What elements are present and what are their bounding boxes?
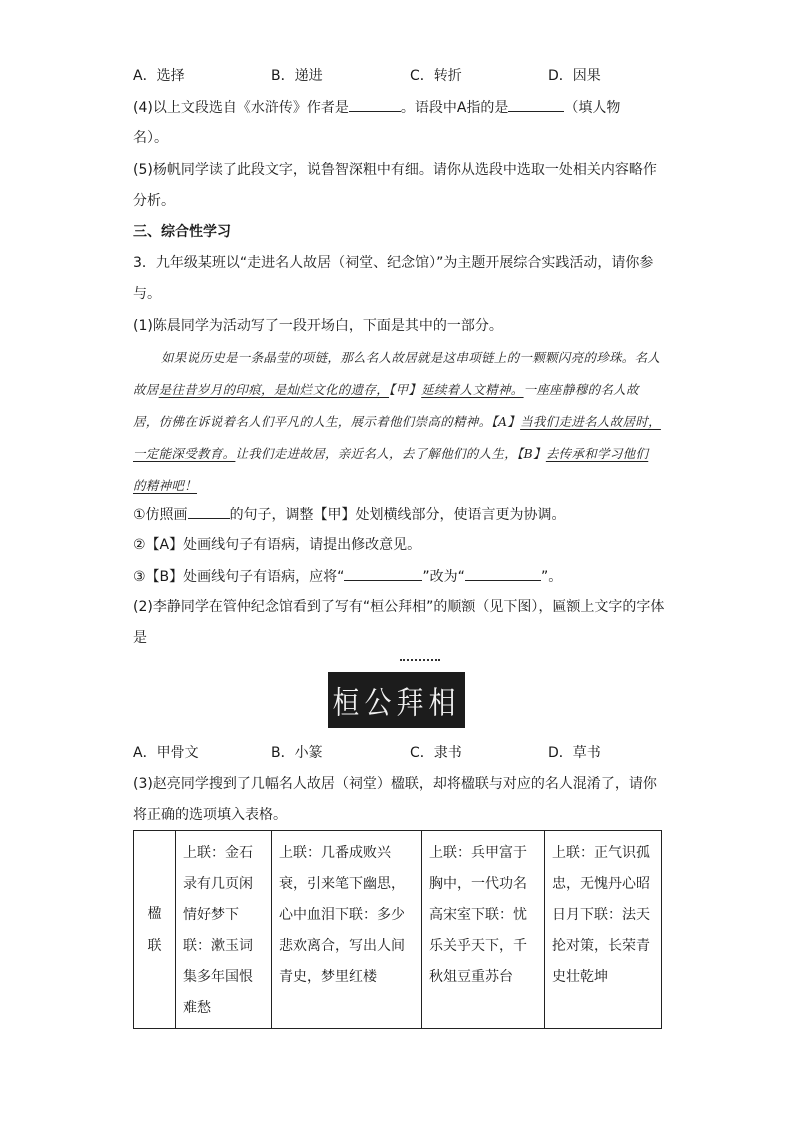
- passage-underlined-2: 延续着人文精神。: [421, 382, 524, 397]
- sub-question-1: (1)陈晨同学为活动写了一段开场白，下面是其中的一部分。: [133, 318, 503, 334]
- couplet-cell-1: 上联：金石录有几页闲情好梦下联：漱玉词集多年国恨难愁: [176, 831, 272, 1029]
- passage-marker-jia: 【甲】: [389, 382, 422, 397]
- couplet-cell-2: 上联：几番成败兴衰，引来笔下幽思，心中血泪下联：多少悲欢离合，写出人间青史，梦里红楼: [272, 831, 422, 1029]
- question-4-text-c: （填人物: [564, 100, 621, 116]
- question-4-cont: 名）。: [133, 130, 168, 146]
- item-1: [133, 504, 566, 525]
- table-header-cell: [134, 831, 176, 1029]
- question-5-line1: (5)杨帆同学读了此段文字，说鲁智深粗中有细。请你从选段中选取一处相关内容略作: [133, 162, 657, 178]
- sub-question-3-line1: (3)赵亮同学搜到了几幅名人故居（祠堂）楹联，却将楹联与对应的名人混淆了，请你: [133, 776, 657, 792]
- item-3-text-b: ”改为“: [422, 569, 465, 585]
- passage-text-2: 一座座静穆的名人故居，仿佛在诉说着名人们平凡的人生，展示着他们崇高的精神。【A】: [133, 382, 639, 429]
- item-1-text-a: ①仿照画: [133, 507, 188, 523]
- passage-text-1: 如果说历史是一条晶莹的项链，那么名人故居就是这串项链上的一颗颗闪亮的珍珠。名人故居: [133, 350, 661, 397]
- opening-passage: [133, 342, 661, 502]
- question-3-line2: 与。: [133, 286, 161, 302]
- option-b-seal: B．小篆: [271, 745, 323, 761]
- option-d-cause: D．因果: [548, 68, 601, 84]
- couplet-table: [133, 830, 662, 1029]
- table-row: [134, 831, 662, 1029]
- table-header-char-2: 联: [147, 937, 162, 954]
- item-1-text-b: 的句子，调整【甲】处划横线部分，使语言更为协调。: [229, 507, 566, 523]
- couplet-cell-4: 上联：正气识孤忠，无愧丹心昭日月下联：法天抡对策，长荣青史壮乾坤: [545, 831, 662, 1029]
- option-c-turn: C．转折: [410, 68, 462, 84]
- section-title: 三、综合性学习: [133, 224, 231, 240]
- plaque-top-edge: [400, 659, 440, 663]
- plaque-image: [328, 672, 465, 728]
- answer-blank-author[interactable]: [349, 97, 401, 112]
- sub-question-2-line2: 是: [133, 630, 147, 646]
- option-d-cursive: D．草书: [548, 745, 601, 761]
- passage-underlined-1: 是往昔岁月的印痕，是灿烂文化的遗存，: [158, 382, 390, 397]
- question-4-text-a: (4)以上文段选自《水浒传》作者是: [133, 100, 349, 116]
- question-5-line2: 分析。: [133, 193, 175, 209]
- answer-blank-person[interactable]: [508, 97, 564, 112]
- item-3-text-a: ③【B】处画线句子有语病，应将“: [133, 569, 345, 585]
- answer-blank-revised[interactable]: [465, 566, 541, 581]
- item-2: ②【A】处画线句子有语病，请提出修改意见。: [133, 537, 422, 553]
- option-b-progressive: B．递进: [271, 68, 323, 84]
- table-header-char-1: 楹: [147, 905, 162, 922]
- question-4: [133, 97, 620, 118]
- answer-blank-original[interactable]: [344, 566, 422, 581]
- item-3: [133, 566, 562, 587]
- item-3-text-c: ”。: [540, 569, 563, 585]
- couplet-cell-3: 上联：兵甲富于胸中，一代功名高宋室下联：忧乐关乎天下，千秋俎豆重苏台: [422, 831, 545, 1029]
- option-c-clerical: C．隶书: [410, 745, 462, 761]
- question-3-line1: 3．九年级某班以“走进名人故居（祠堂、纪念馆）”为主题开展综合实践活动，请你参: [133, 255, 654, 271]
- passage-underlined-b: 去传承和学习他们的精神吧！: [133, 446, 649, 493]
- passage-underlined-a: 当我们走进名人故居时，一定能深受教育。: [133, 414, 661, 461]
- answer-blank-imitate[interactable]: [188, 504, 230, 519]
- option-a-select: A．选择: [133, 68, 185, 84]
- option-a-oracle: A．甲骨文: [133, 745, 199, 761]
- plaque-text: 桓公拜相: [332, 685, 461, 722]
- sub-question-3-line2: 将正确的选项填入表格。: [133, 807, 287, 823]
- sub-question-2-line1: (2)李静同学在管仲纪念馆看到了写有“桓公拜相”的顺额（见下图），匾额上文字的字体: [133, 599, 665, 615]
- passage-text-3: 让我们走进故居，亲近名人，去了解他们的人生，【B】: [235, 446, 546, 461]
- question-4-text-b: 。语段中A指的是: [400, 100, 509, 116]
